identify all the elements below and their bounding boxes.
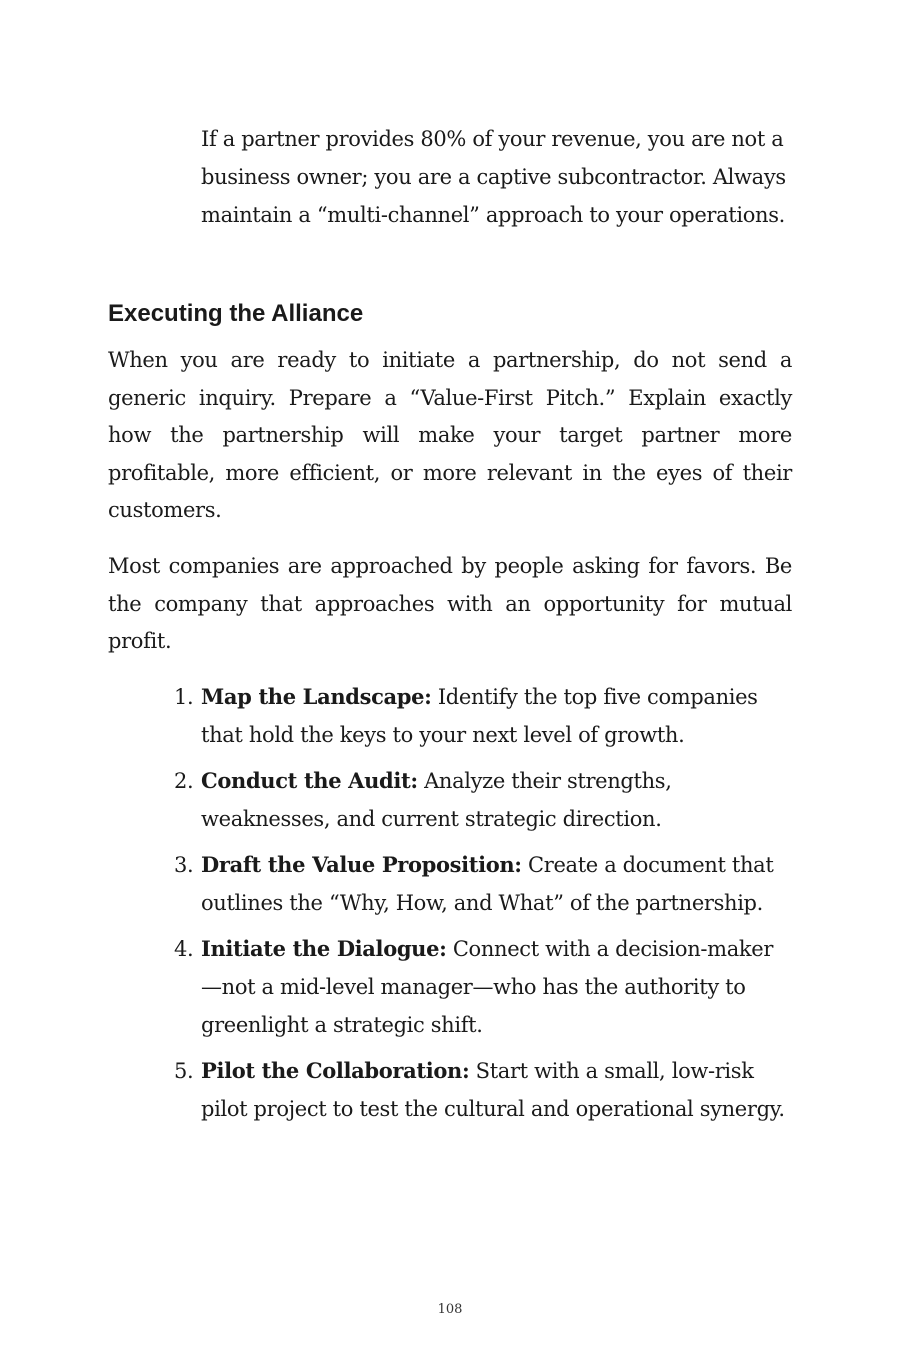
step-number: 1. — [174, 685, 194, 709]
steps-list — [108, 678, 792, 1136]
step-number: 2. — [174, 769, 194, 793]
step-text: Connect with a decision-maker—not a mid-level manager—who has the authority to greenlight a strategic shift. — [201, 937, 774, 1037]
step-number: 5. — [174, 1059, 194, 1083]
step-title: Map the Landscape: — [201, 684, 432, 709]
pull-quote: If a partner provides 80% of your revenue, you are not a business owner; you are a captive subcontractor. Always maintain a “multi-channel” approach to your operations. — [201, 127, 786, 227]
step-number: 3. — [174, 853, 194, 877]
body-paragraph-2: Most companies are approached by people asking for favors. Be the company that approaches with an opportunity for mutual profit. — [108, 554, 792, 653]
step-text: Start with a small, low-risk pilot project to test the cultural and operational synergy. — [201, 1059, 785, 1121]
step-text: Identify the top five companies that hold the keys to your next level of growth. — [201, 685, 758, 747]
step-title: Initiate the Dialogue: — [201, 936, 447, 961]
list-item — [108, 762, 792, 838]
step-title: Pilot the Collaboration: — [201, 1058, 470, 1083]
list-item — [108, 846, 792, 922]
page-number: 108 — [437, 1302, 463, 1317]
step-text: Analyze their strengths, weaknesses, and current strategic direction. — [201, 769, 672, 831]
step-title: Conduct the Audit: — [201, 768, 418, 793]
step-text: Create a document that outlines the “Why, How, and What” of the partnership. — [201, 853, 774, 915]
list-item — [108, 930, 792, 1044]
list-item — [108, 1052, 792, 1128]
list-item — [108, 678, 792, 754]
step-title: Draft the Value Proposition: — [201, 852, 522, 877]
section-heading: Executing the Alliance — [108, 300, 364, 327]
body-paragraph-1: When you are ready to initiate a partnership, do not send a generic inquiry. Prepare a “Value-First Pitch.” Explain exactly how the partnership will make your target partner more profitable, more efficient, or more relevant in the eyes of their customers. — [108, 348, 792, 522]
step-number: 4. — [174, 937, 194, 961]
